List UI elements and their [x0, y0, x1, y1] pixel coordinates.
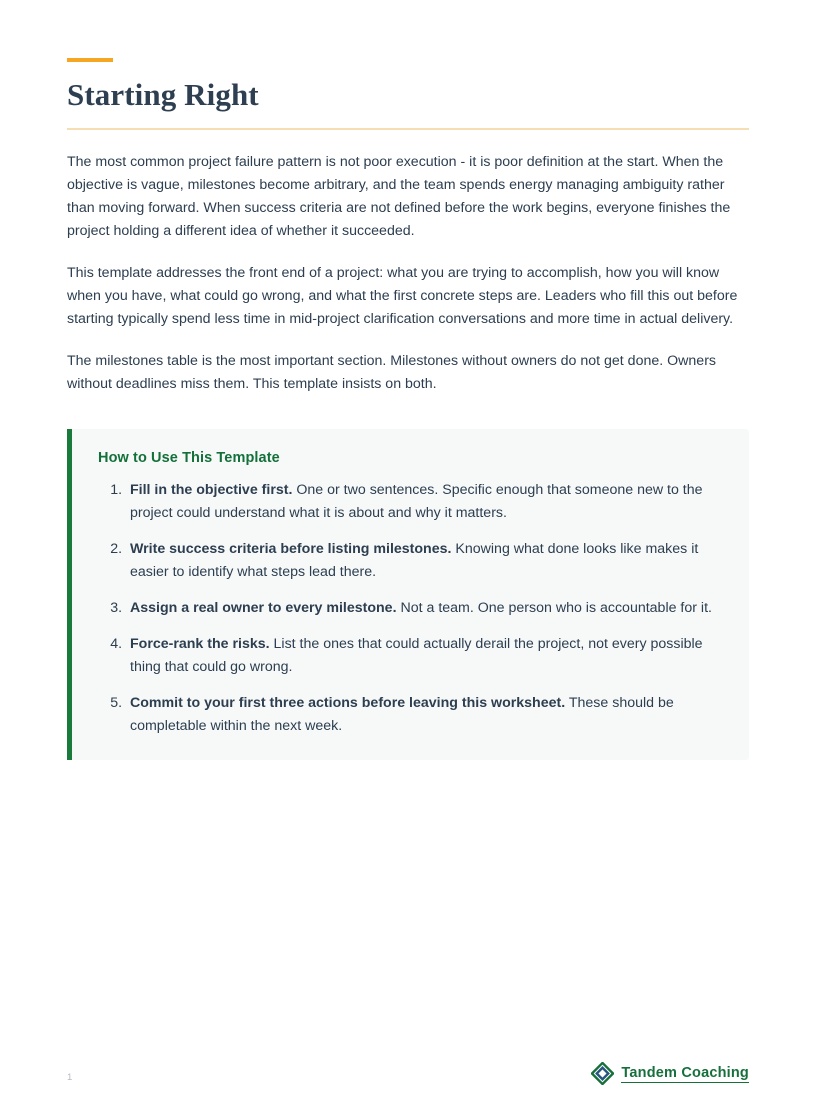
title-accent-bar [67, 58, 113, 62]
list-item [126, 597, 723, 620]
intro-body-copy [67, 151, 749, 396]
list-item-lead: Commit to your first three actions before leaving this worksheet. [130, 695, 566, 711]
list-item-rest: List the ones that could actually derail the project, not every possible thing that could go wrong. [130, 636, 703, 675]
list-item-lead: Write success criteria before listing milestones. [130, 541, 452, 557]
list-item-rest: Knowing what done looks like makes it easier to identify what steps lead there. [130, 541, 699, 580]
page-title: Starting Right [67, 77, 259, 112]
paragraph-3: The milestones table is the most important section. Milestones without owners do not get done. Owners without deadlines miss them. This template insists on both. [67, 353, 717, 392]
list-item [126, 479, 723, 525]
brand-logo-text: Tandem Coaching [621, 1064, 749, 1081]
how-to-use-callout [67, 429, 749, 760]
page-footer [67, 1061, 749, 1085]
list-item [126, 692, 723, 738]
title-divider-rule [67, 128, 749, 130]
list-item-rest: One or two sentences. Specific enough that someone new to the project could understand what it is about and why it matters. [130, 482, 703, 521]
list-item-lead: Fill in the objective first. [130, 482, 293, 498]
paragraph-1: The most common project failure pattern is not poor execution - it is poor definition at the start. When the objective is vague, milestones become arbitrary, and the team spends energy managing ambiguity rather than moving forward. When success criteria are not defined before the work begins, everyone finishes the project holding a different idea of whether it succeeded. [67, 154, 731, 239]
list-item [126, 633, 723, 679]
page-number: 1 [67, 1072, 73, 1083]
callout-instruction-list [98, 479, 723, 738]
callout-title: How to Use This Template [98, 450, 280, 466]
list-item-lead: Force-rank the risks. [130, 636, 270, 652]
list-item-rest: Not a team. One person who is accountable for it. [400, 600, 712, 616]
diamond-logo-icon [591, 1062, 614, 1085]
brand-logo [591, 1062, 749, 1085]
paragraph-2: This template addresses the front end of a project: what you are trying to accomplish, how you will know when you have, what could go wrong, and what the first concrete steps are. Leaders who fill this out before starting typically spend less time in mid-project clarification conversations and more time in actual delivery. [67, 265, 738, 327]
list-item [126, 538, 723, 584]
document-page [0, 58, 816, 1114]
list-item-rest: These should be completable within the next week. [130, 695, 674, 734]
list-item-lead: Assign a real owner to every milestone. [130, 600, 397, 616]
